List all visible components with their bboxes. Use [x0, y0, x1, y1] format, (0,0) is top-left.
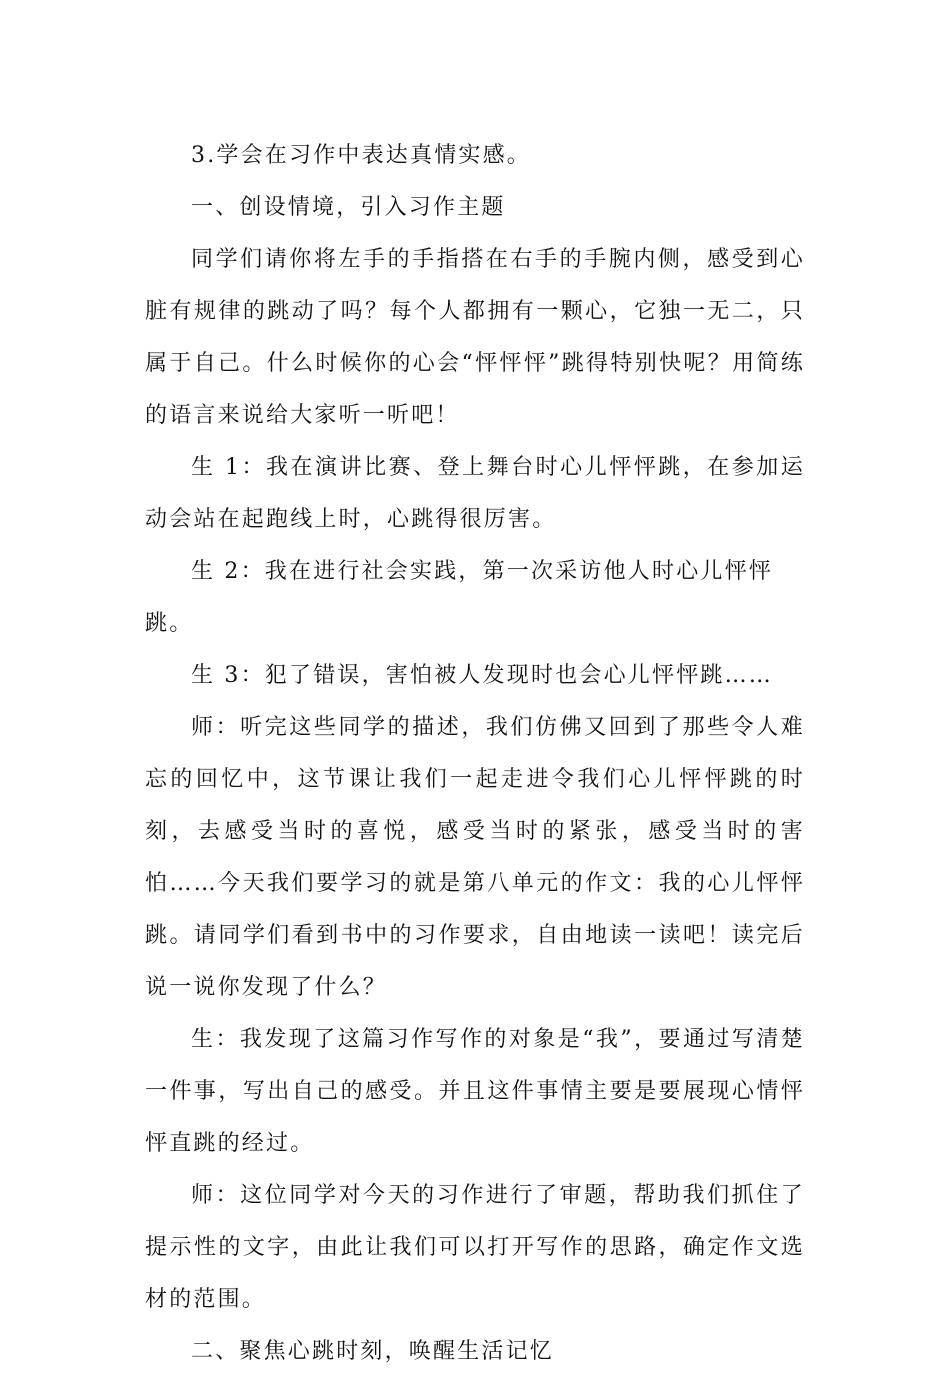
- document-page: [145, 130, 805, 1378]
- section-heading-2: 二、聚焦心跳时刻，唤醒生活记忆: [191, 1339, 555, 1364]
- intro-paragraph: 同学们请你将左手的手指搭在右手的手腕内侧，感受到心脏有规律的跳动了吗？每个人都拥有一颗心，它独一无二，只属于自己。什么时候你的心会“怦怦怦”跳得特别快呢？用简练的语言来说给大家听一听吧！: [145, 247, 805, 428]
- student-1-response: 生 1：我在演讲比赛、登上舞台时心儿怦怦跳，在参加运动会站在起跑线上时，心跳得很厉害。: [145, 455, 805, 532]
- objective-3: 3.学会在习作中表达真情实感。: [191, 143, 531, 168]
- section-heading-1: 一、创设情境，引入习作主题: [191, 195, 506, 220]
- teacher-paragraph-2: 师：这位同学对今天的习作进行了审题，帮助我们抓住了提示性的文字，由此让我们可以打开写作的思路，确定作文选材的范围。: [145, 1183, 805, 1312]
- student-3-response: 生 3：犯了错误，害怕被人发现时也会心儿怦怦跳……: [191, 663, 773, 688]
- student-response: 生：我发现了这篇习作写作的对象是“我”，要通过写清楚一件事，写出自己的感受。并且这件事情主要是要展现心情怦怦直跳的经过。: [145, 1027, 805, 1156]
- student-2-response: 生 2：我在进行社会实践，第一次采访他人时心儿怦怦跳。: [145, 559, 773, 636]
- teacher-paragraph-1: 师：听完这些同学的描述，我们仿佛又回到了那些令人难忘的回忆中，这节课让我们一起走进令我们心儿怦怦跳的时刻，去感受当时的喜悦，感受当时的紧张，感受当时的害怕……今天我们要学习的就是第八单元的作文：我的心儿怦怦跳。请同学们看到书中的习作要求，自由地读一读吧！读完后说一说你发现了什么？: [145, 715, 805, 1000]
